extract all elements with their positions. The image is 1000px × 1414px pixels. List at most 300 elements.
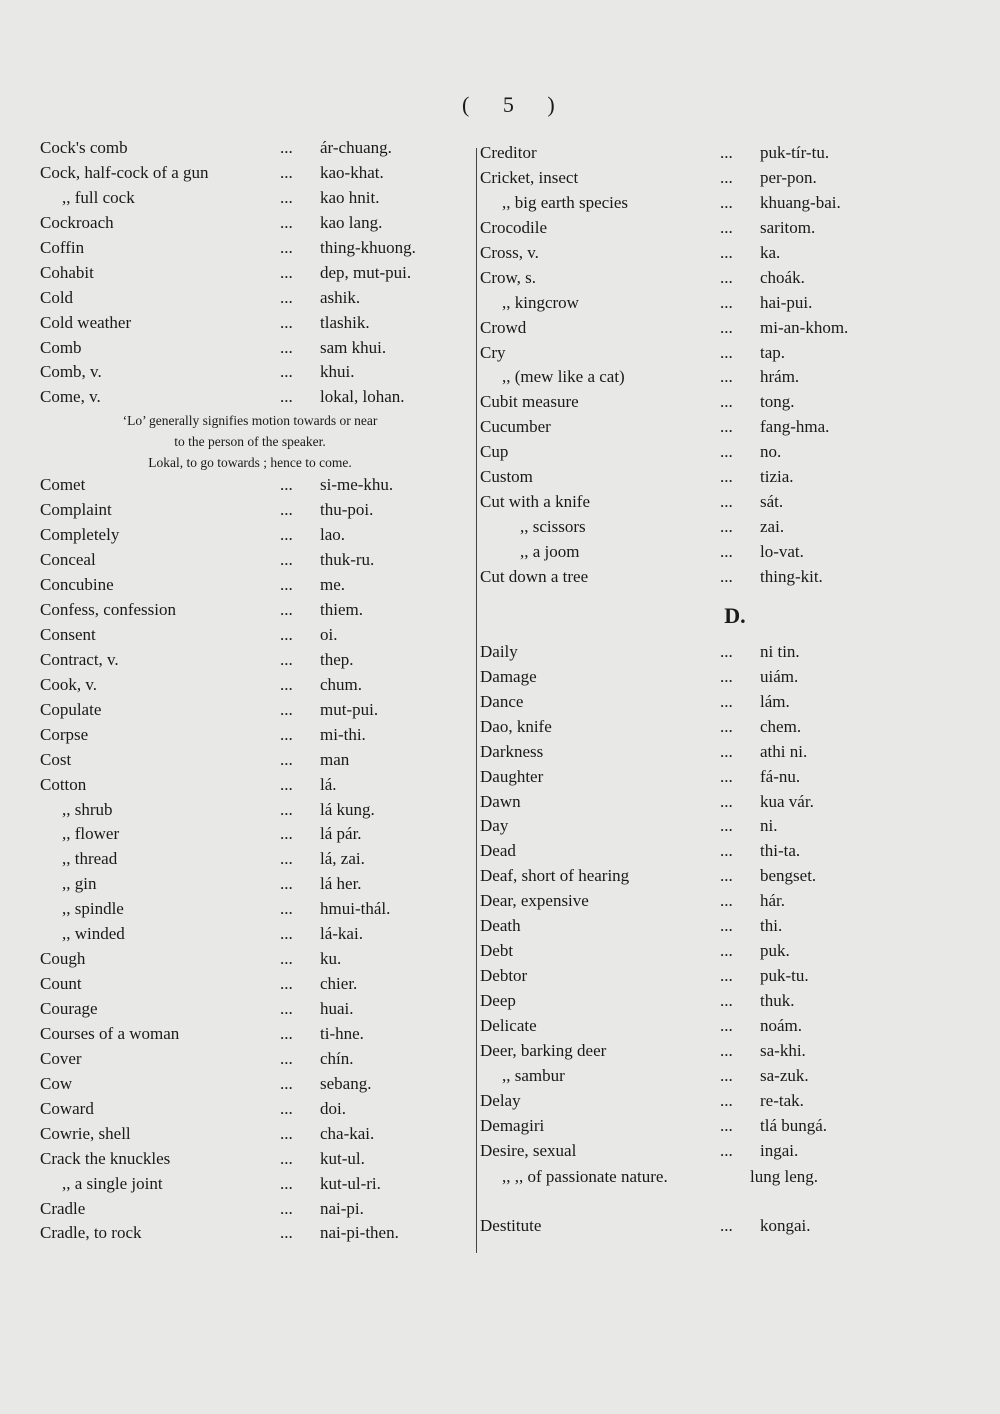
dictionary-entry bbox=[480, 814, 900, 839]
dictionary-entry bbox=[40, 723, 460, 748]
entry-term: Cut down a tree bbox=[480, 566, 589, 586]
entry-dots: ... bbox=[280, 138, 293, 157]
dictionary-entry bbox=[480, 540, 900, 565]
note-line: to the person of the speaker. bbox=[174, 434, 326, 450]
entry-dots: ... bbox=[720, 392, 733, 412]
entry-term: Cotton bbox=[40, 774, 87, 794]
entry-term: Cook, v. bbox=[40, 674, 97, 694]
entry-dots: ... bbox=[720, 1115, 733, 1135]
entry-dots: ... bbox=[280, 1148, 293, 1168]
entry-term: Day bbox=[480, 816, 509, 836]
entry-meaning: fá-nu. bbox=[760, 766, 801, 786]
entry-term: Cold weather bbox=[40, 312, 132, 332]
entry-dots: ... bbox=[720, 666, 733, 686]
entry-dots: ... bbox=[720, 317, 733, 337]
entry-dots: ... bbox=[720, 267, 733, 287]
dictionary-entry bbox=[480, 1039, 900, 1064]
dictionary-entry bbox=[40, 1097, 460, 1122]
entry-term: Comet bbox=[40, 475, 86, 495]
entry-meaning: lá kung. bbox=[320, 799, 375, 819]
entry-dots: ... bbox=[720, 467, 733, 487]
entry-dots: ... bbox=[280, 575, 293, 595]
dictionary-entry bbox=[480, 914, 900, 939]
page-number: ( 5 ) bbox=[462, 92, 569, 117]
entry-meaning: si-me-khu. bbox=[320, 475, 394, 495]
entry-dots: ... bbox=[280, 500, 293, 520]
entry-term: Cost bbox=[40, 749, 72, 769]
dictionary-entry bbox=[40, 1172, 460, 1197]
entry-term: Dead bbox=[480, 841, 516, 861]
entry-term: Cold bbox=[40, 287, 74, 307]
entry-dots: ... bbox=[280, 1173, 293, 1193]
entry-meaning: thing-khuong. bbox=[320, 237, 416, 257]
entry-dots: ... bbox=[720, 542, 733, 561]
entry-meaning: tlashik. bbox=[320, 312, 370, 332]
entry-meaning: cha-kai. bbox=[320, 1123, 375, 1143]
dictionary-entry bbox=[40, 1122, 460, 1147]
entry-term: Deep bbox=[480, 991, 516, 1010]
entry-dots: ... bbox=[280, 187, 293, 207]
entry-term: Cricket, insect bbox=[480, 167, 579, 187]
entry-meaning: lao. bbox=[320, 525, 346, 545]
entry-meaning: hmui-thál. bbox=[320, 899, 391, 919]
dictionary-entry bbox=[480, 1139, 900, 1164]
entry-dots: ... bbox=[280, 525, 293, 545]
entry-term: Cucumber bbox=[480, 417, 551, 437]
dictionary-entry bbox=[40, 972, 460, 997]
entry-meaning: ku. bbox=[320, 949, 342, 969]
dictionary-entry bbox=[40, 872, 460, 897]
entry-meaning: lokal, lohan. bbox=[320, 387, 405, 407]
entry-term: Delay bbox=[480, 1090, 521, 1110]
entry-dots: ... bbox=[280, 999, 293, 1018]
entry-dots: ... bbox=[280, 849, 293, 869]
entry-meaning: lo-vat. bbox=[760, 542, 804, 561]
entry-term: ,, kingcrow bbox=[502, 292, 579, 312]
entry-meaning: no. bbox=[760, 442, 782, 462]
entry-term: Concubine bbox=[40, 575, 114, 595]
entry-term: Come, v. bbox=[40, 387, 101, 407]
entry-dots: ... bbox=[280, 824, 293, 844]
entry-dots: ... bbox=[720, 442, 733, 462]
dictionary-entry bbox=[40, 773, 460, 798]
entry-meaning: sát. bbox=[760, 492, 784, 512]
entry-dots: ... bbox=[280, 237, 293, 257]
entry-term: Custom bbox=[480, 467, 533, 487]
entry-dots: ... bbox=[720, 1090, 733, 1110]
entry-term: Coffin bbox=[40, 237, 85, 257]
entry-dots: ... bbox=[720, 691, 733, 711]
entry-meaning: nai-pi. bbox=[320, 1198, 364, 1218]
entry-term: Count bbox=[40, 974, 82, 994]
entry-term: Consent bbox=[40, 624, 96, 644]
entry-term: Deer, barking deer bbox=[480, 1040, 607, 1060]
entry-term: Corpse bbox=[40, 724, 89, 744]
dictionary-entry bbox=[480, 191, 900, 216]
entry-dots: ... bbox=[720, 242, 733, 262]
entry-meaning: kut-ul-ri. bbox=[320, 1173, 381, 1193]
entry-dots: ... bbox=[720, 492, 733, 512]
entry-term: ,, big earth species bbox=[502, 192, 629, 212]
entry-term: ,, thread bbox=[62, 849, 118, 869]
entry-dots: ... bbox=[280, 774, 293, 794]
dictionary-entry bbox=[40, 385, 460, 410]
entry-meaning: thu-poi. bbox=[320, 500, 374, 520]
dictionary-entry bbox=[480, 989, 900, 1014]
entry-dots: ... bbox=[720, 1015, 733, 1035]
dictionary-entry bbox=[40, 311, 460, 336]
entry-term: Cowrie, shell bbox=[40, 1123, 131, 1143]
entry-meaning: lám. bbox=[760, 691, 790, 711]
dictionary-entry bbox=[480, 241, 900, 266]
dictionary-entry bbox=[480, 515, 900, 540]
dictionary-entry bbox=[40, 261, 460, 286]
entry-term: Crowd bbox=[480, 317, 527, 337]
dictionary-entry bbox=[40, 236, 460, 261]
entry-meaning: fang-hma. bbox=[760, 417, 830, 437]
entry-meaning: ashik. bbox=[320, 287, 361, 307]
entry-dots: ... bbox=[280, 649, 293, 669]
dictionary-entry bbox=[40, 947, 460, 972]
entry-dots: ... bbox=[280, 337, 293, 357]
entry-dots: ... bbox=[280, 1223, 293, 1243]
entry-dots: ... bbox=[280, 674, 293, 694]
dictionary-entry bbox=[40, 573, 460, 598]
dictionary-entry bbox=[480, 565, 900, 590]
dictionary-entry bbox=[40, 997, 460, 1022]
entry-list bbox=[40, 473, 460, 1246]
entry-dots: ... bbox=[280, 550, 293, 570]
dictionary-entry bbox=[40, 186, 460, 211]
dictionary-entry bbox=[480, 1164, 900, 1214]
entry-term: Dance bbox=[480, 691, 524, 711]
entry-term: Desire, sexual bbox=[480, 1140, 577, 1160]
entry-dots: ... bbox=[280, 475, 293, 495]
entry-term: Cockroach bbox=[40, 212, 114, 232]
dictionary-entry bbox=[40, 548, 460, 573]
entry-dots: ... bbox=[720, 741, 733, 761]
entry-dots: ... bbox=[280, 362, 293, 382]
entry-term: Dear, expensive bbox=[480, 891, 589, 911]
entry-term: Confess, confession bbox=[40, 600, 176, 619]
entry-term: Cock, half-cock of a gun bbox=[40, 162, 209, 182]
entry-meaning: thing-kit. bbox=[760, 566, 823, 586]
entry-dots: ... bbox=[720, 192, 733, 212]
entry-dots: ... bbox=[280, 949, 293, 969]
entry-term: Dawn bbox=[480, 791, 521, 811]
dictionary-entry bbox=[40, 1147, 460, 1172]
dictionary-entry bbox=[40, 211, 460, 236]
entry-dots: ... bbox=[280, 1198, 293, 1218]
entry-dots: ... bbox=[720, 167, 733, 187]
dictionary-entry bbox=[40, 598, 460, 623]
entry-meaning: thi-ta. bbox=[760, 841, 801, 861]
entry-list bbox=[480, 1214, 900, 1239]
entry-meaning: kut-ul. bbox=[320, 1148, 365, 1168]
entry-dots: ... bbox=[280, 899, 293, 919]
entry-meaning: hár. bbox=[760, 891, 786, 911]
entry-term: ,, a joom bbox=[520, 542, 580, 561]
dictionary-entry bbox=[480, 790, 900, 815]
entry-term: Completely bbox=[40, 525, 120, 545]
entry-meaning: man bbox=[320, 749, 350, 769]
dictionary-entry bbox=[40, 336, 460, 361]
entry-meaning: doi. bbox=[320, 1098, 346, 1118]
entry-meaning: saritom. bbox=[760, 217, 816, 237]
entry-meaning: ni. bbox=[760, 816, 778, 836]
entry-dots: ... bbox=[280, 1098, 293, 1118]
entry-meaning: nai-pi-then. bbox=[320, 1223, 399, 1243]
entry-term: Darkness bbox=[480, 741, 544, 761]
entry-dots: ... bbox=[280, 262, 293, 282]
entry-term: ,, shrub bbox=[62, 799, 113, 819]
entry-term: Debt bbox=[480, 941, 514, 961]
dictionary-entry bbox=[480, 640, 900, 665]
entry-dots: ... bbox=[280, 724, 293, 744]
entry-term: Cradle bbox=[40, 1198, 86, 1218]
entry-term: ,, flower bbox=[62, 824, 120, 844]
dictionary-entry bbox=[40, 698, 460, 723]
entry-term: Delicate bbox=[480, 1015, 537, 1035]
dictionary-entry bbox=[480, 839, 900, 864]
dictionary-entry bbox=[40, 498, 460, 523]
entry-term: Damage bbox=[480, 666, 537, 686]
entry-dots: ... bbox=[720, 1065, 733, 1085]
entry-dots: ... bbox=[720, 641, 733, 661]
entry-meaning: kao hnit. bbox=[320, 187, 380, 207]
entry-term: ,, a single joint bbox=[62, 1173, 163, 1193]
entry-term: Cock's comb bbox=[40, 138, 128, 157]
entry-dots: ... bbox=[720, 143, 733, 162]
entry-meaning: ingai. bbox=[760, 1140, 799, 1160]
entry-meaning: kao-khat. bbox=[320, 162, 384, 182]
entry-meaning: puk-tír-tu. bbox=[760, 143, 830, 162]
entry-term: Debtor bbox=[480, 966, 528, 986]
entry-term: Cough bbox=[40, 949, 86, 969]
dictionary-entry bbox=[40, 748, 460, 773]
entry-dots: ... bbox=[720, 916, 733, 936]
entry-meaning: me. bbox=[320, 575, 346, 595]
entry-meaning: mi-thi. bbox=[320, 724, 366, 744]
dictionary-entry bbox=[40, 897, 460, 922]
entry-meaning: chem. bbox=[760, 716, 802, 736]
dictionary-entry bbox=[40, 523, 460, 548]
entry-meaning: puk-tu. bbox=[760, 966, 809, 986]
entry-meaning: kao lang. bbox=[320, 212, 383, 232]
entry-meaning: sa-khi. bbox=[760, 1040, 806, 1060]
note-line: ‘Lo’ generally signifies motion towards or near bbox=[122, 413, 378, 429]
dictionary-entry bbox=[480, 390, 900, 415]
dictionary-entry bbox=[40, 161, 460, 186]
entry-term: Complaint bbox=[40, 500, 112, 520]
entry-meaning: thiem. bbox=[320, 600, 363, 619]
entry-meaning: lung leng. bbox=[750, 1166, 818, 1186]
column-divider bbox=[476, 148, 477, 1253]
entry-meaning: tong. bbox=[760, 392, 795, 412]
entry-dots: ... bbox=[720, 342, 733, 362]
entry-meaning: lá-kai. bbox=[320, 924, 363, 944]
entry-term: Conceal bbox=[40, 550, 96, 570]
dictionary-entry bbox=[480, 939, 900, 964]
entry-meaning: tizia. bbox=[760, 467, 794, 487]
dictionary-entry bbox=[480, 1214, 900, 1239]
entry-term: Contract, v. bbox=[40, 649, 119, 669]
entry-meaning: ár-chuang. bbox=[320, 138, 392, 157]
entry-meaning: lá, zai. bbox=[320, 849, 365, 869]
entry-meaning: sa-zuk. bbox=[760, 1065, 809, 1085]
dictionary-entry bbox=[40, 1197, 460, 1222]
dictionary-entry bbox=[40, 623, 460, 648]
entry-meaning: sam khui. bbox=[320, 337, 387, 357]
dictionary-entry bbox=[480, 690, 900, 715]
entry-dots: ... bbox=[720, 1040, 733, 1060]
dictionary-entry bbox=[480, 465, 900, 490]
entry-dots: ... bbox=[280, 1023, 293, 1043]
entry-meaning: lá pár. bbox=[320, 824, 362, 844]
dictionary-entry bbox=[480, 964, 900, 989]
dictionary-entry bbox=[40, 847, 460, 872]
entry-term: ,, ,, of passionate nature. bbox=[502, 1166, 668, 1186]
entry-dots: ... bbox=[720, 1215, 733, 1235]
entry-term: Crack the knuckles bbox=[40, 1148, 171, 1168]
entry-term: Crocodile bbox=[480, 217, 548, 237]
entry-dots: ... bbox=[280, 974, 293, 994]
entry-meaning: puk. bbox=[760, 941, 790, 961]
entry-term: ,, gin bbox=[62, 874, 97, 894]
entry-term: Cup bbox=[480, 442, 509, 462]
dictionary-entry bbox=[480, 1064, 900, 1089]
entry-meaning: kua vár. bbox=[760, 791, 814, 811]
entry-dots: ... bbox=[720, 1140, 733, 1160]
entry-meaning: re-tak. bbox=[760, 1090, 804, 1110]
left-column bbox=[40, 136, 460, 1246]
entry-term: Copulate bbox=[40, 699, 102, 719]
entry-dots: ... bbox=[280, 624, 293, 644]
dictionary-entry bbox=[480, 715, 900, 740]
dictionary-entry bbox=[480, 141, 900, 166]
dictionary-entry bbox=[40, 1047, 460, 1072]
entry-dots: ... bbox=[720, 417, 733, 437]
entry-meaning: lá. bbox=[320, 774, 337, 794]
entry-meaning: thuk-ru. bbox=[320, 550, 375, 570]
dictionary-entry bbox=[40, 1221, 460, 1246]
entry-meaning: tap. bbox=[760, 342, 786, 362]
dictionary-entry bbox=[480, 316, 900, 341]
dictionary-entry bbox=[480, 266, 900, 291]
entry-meaning: noám. bbox=[760, 1015, 803, 1035]
entry-meaning: lá her. bbox=[320, 874, 362, 894]
entry-dots: ... bbox=[280, 1123, 293, 1143]
entry-dots: ... bbox=[720, 716, 733, 736]
entry-meaning: thi. bbox=[760, 916, 783, 936]
dictionary-entry bbox=[480, 665, 900, 690]
entry-dots: ... bbox=[720, 367, 733, 387]
entry-dots: ... bbox=[280, 1073, 293, 1093]
entry-meaning: hrám. bbox=[760, 367, 800, 387]
entry-meaning: thep. bbox=[320, 649, 354, 669]
entry-term: ,, sambur bbox=[502, 1065, 565, 1085]
entry-term: Deaf, short of hearing bbox=[480, 866, 630, 886]
dictionary-entry bbox=[480, 365, 900, 390]
entry-term: Destitute bbox=[480, 1215, 542, 1235]
entry-meaning: choák. bbox=[760, 267, 805, 287]
dictionary-entry bbox=[480, 740, 900, 765]
entry-dots: ... bbox=[720, 841, 733, 861]
entry-dots: ... bbox=[280, 287, 293, 307]
note-line: Lokal, to go towards ; hence to come. bbox=[148, 455, 352, 471]
entry-term: Cry bbox=[480, 342, 506, 362]
dictionary-entry bbox=[480, 1014, 900, 1039]
entry-term: ,, winded bbox=[62, 924, 125, 944]
entry-meaning: zai. bbox=[760, 517, 785, 537]
entry-dots: ... bbox=[720, 217, 733, 237]
entry-term: Cut with a knife bbox=[480, 492, 591, 512]
dictionary-entry bbox=[480, 864, 900, 889]
entry-dots: ... bbox=[720, 292, 733, 312]
entry-meaning: huai. bbox=[320, 999, 354, 1018]
entry-meaning: hai-pui. bbox=[760, 292, 813, 312]
usage-note bbox=[40, 410, 460, 473]
entry-term: Demagiri bbox=[480, 1115, 545, 1135]
entry-meaning: chum. bbox=[320, 674, 363, 694]
entry-meaning: chier. bbox=[320, 974, 358, 994]
entry-dots: ... bbox=[280, 600, 293, 619]
entry-list bbox=[40, 136, 460, 410]
entry-term: Dao, knife bbox=[480, 716, 552, 736]
entry-dots: ... bbox=[280, 699, 293, 719]
entry-term: ,, (mew like a cat) bbox=[502, 367, 625, 387]
dictionary-entry bbox=[40, 673, 460, 698]
dictionary-entry bbox=[40, 360, 460, 385]
entry-dots: ... bbox=[280, 312, 293, 332]
dictionary-entry bbox=[40, 286, 460, 311]
entry-dots: ... bbox=[280, 387, 293, 407]
entry-meaning: dep, mut-pui. bbox=[320, 262, 412, 282]
entry-term: Daughter bbox=[480, 766, 544, 786]
dictionary-entry bbox=[480, 889, 900, 914]
entry-term: Comb, v. bbox=[40, 362, 102, 382]
entry-term: Comb bbox=[40, 337, 82, 357]
entry-term: Coward bbox=[40, 1098, 94, 1118]
entry-meaning: uiám. bbox=[760, 666, 799, 686]
dictionary-entry bbox=[480, 291, 900, 316]
entry-meaning: sebang. bbox=[320, 1073, 372, 1093]
dictionary-entry bbox=[40, 648, 460, 673]
dictionary-entry bbox=[480, 440, 900, 465]
entry-meaning: mut-pui. bbox=[320, 699, 379, 719]
entry-meaning: khuang-bai. bbox=[760, 192, 841, 212]
entry-term: Cradle, to rock bbox=[40, 1223, 142, 1243]
entry-term: Courage bbox=[40, 999, 98, 1018]
entry-meaning: ka. bbox=[760, 242, 781, 262]
entry-term: Creditor bbox=[480, 143, 537, 162]
dictionary-entry bbox=[40, 1072, 460, 1097]
entry-dots: ... bbox=[280, 162, 293, 182]
entry-dots: ... bbox=[280, 924, 293, 944]
dictionary-entry bbox=[40, 136, 460, 161]
entry-meaning: kongai. bbox=[760, 1215, 811, 1235]
entry-meaning: ni tin. bbox=[760, 641, 800, 661]
entry-dots: ... bbox=[720, 791, 733, 811]
dictionary-entry bbox=[480, 166, 900, 191]
entry-dots: ... bbox=[720, 816, 733, 836]
entry-meaning: ti-hne. bbox=[320, 1023, 364, 1043]
entry-meaning: bengset. bbox=[760, 866, 817, 886]
right-column bbox=[480, 141, 900, 1239]
dictionary-entry bbox=[480, 765, 900, 790]
dictionary-entry bbox=[40, 798, 460, 823]
entry-term: Cover bbox=[40, 1048, 82, 1068]
